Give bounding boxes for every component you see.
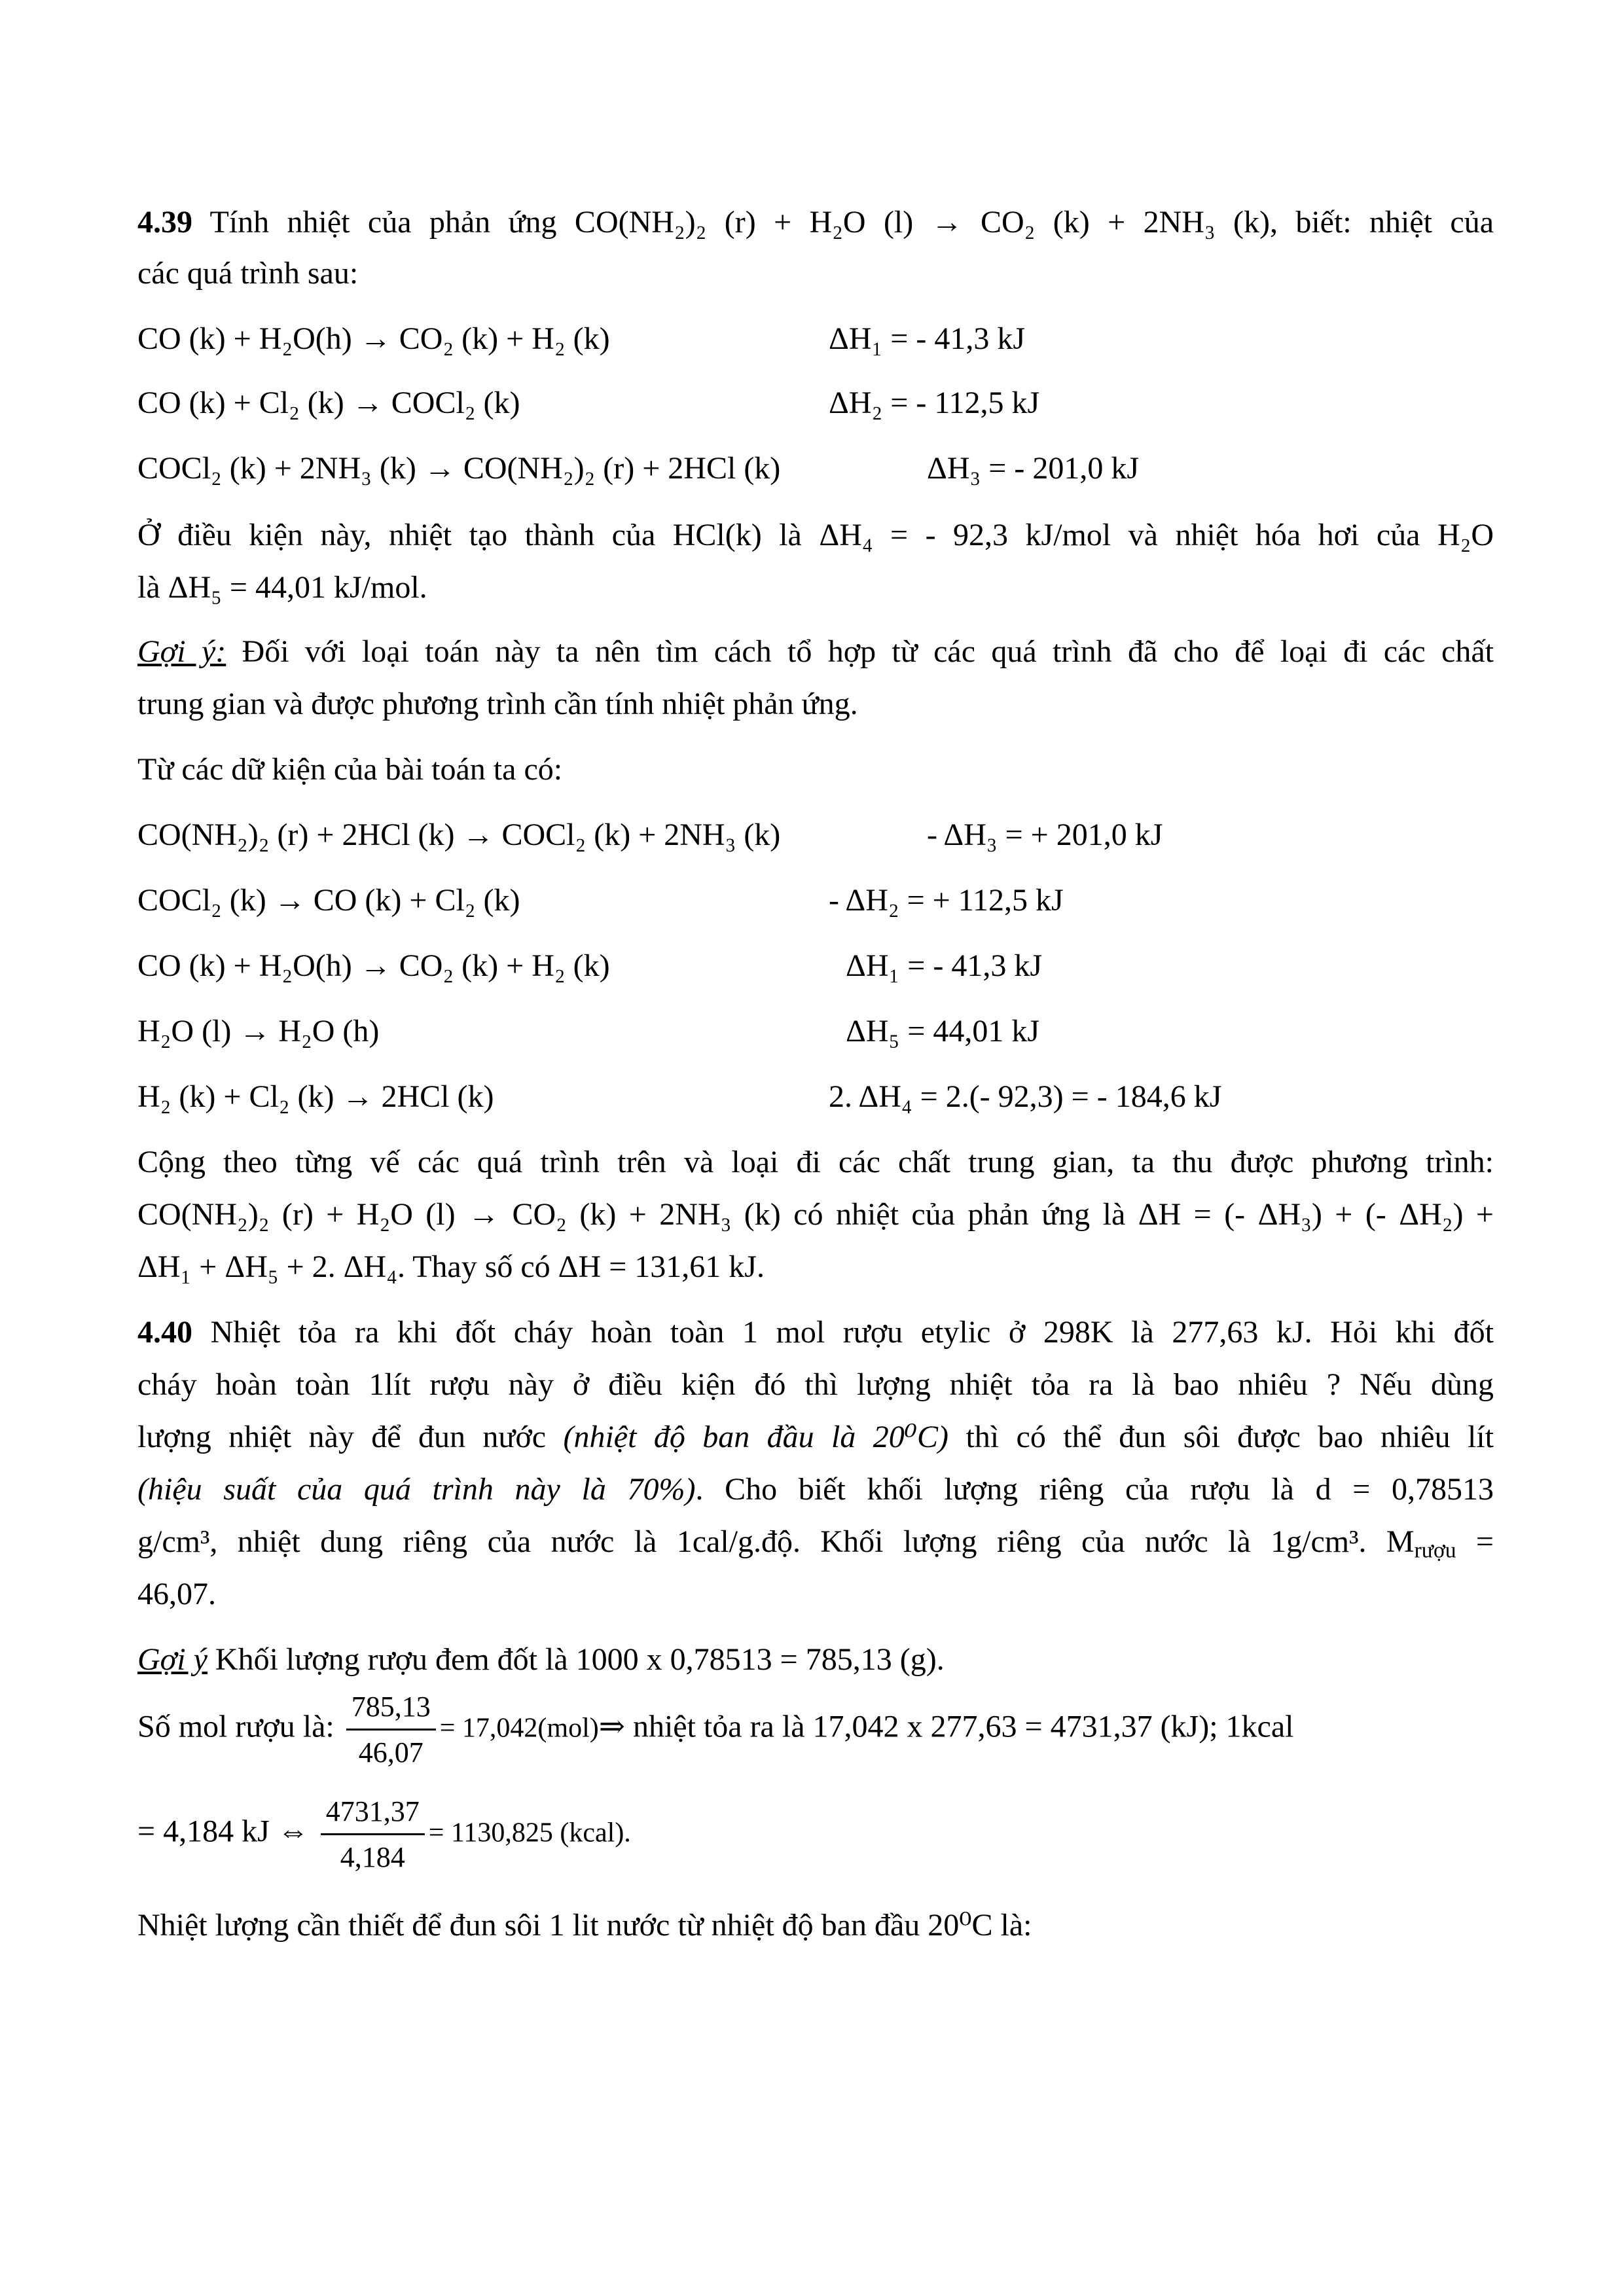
molar-mass-subscript: rượu xyxy=(1414,1538,1456,1563)
problem-440-line2: cháy hoàn toàn 1lít rượu này ở điều kiện đó thì lượng nhiệt tỏa ra là bao nhiêu ? Nếu dùng xyxy=(137,1367,1494,1402)
problem-439-line2: các quá trình sau: xyxy=(137,256,359,291)
hint-439-line2: trung gian và được phương trình cần tính nhiệt phản ứng. xyxy=(137,687,858,721)
problem-440-line5: g/cm³, nhiệt dung riêng của nước là 1cal/g.độ. Khối lượng riêng của nước là 1g/cm³. $M_{rượu}$ = xyxy=(137,1524,1494,1563)
step-dh-3: ΔH₁ = - 41,3 kJ xyxy=(846,948,1042,983)
efficiency-note: (hiệu suất của quá trình này là 70%) xyxy=(137,1472,696,1507)
initial-temp-note: (nhiệt độ ban đầu là 20⁰C) xyxy=(563,1420,949,1454)
mol-calculation: Số mol rượu là: $\frac{785,13}{46,07}$ = 17,042(mol)⇒ nhiệt tỏa ra là 17,042 x 277,63 = 4731,37 (kJ); 1kcal xyxy=(137,1689,1294,1770)
sum-line1: Cộng theo từng vế các quá trình trên và loại đi các chất trung gian, ta thu được phương trình: xyxy=(137,1145,1494,1179)
problem-440-line6: 46,07. xyxy=(137,1577,216,1611)
problem-440-line3: lượng nhiệt này để đun nước (nhiệt độ ban đầu là 20⁰C) thì có thể đun sôi được bao nhiêu lít xyxy=(137,1420,1494,1454)
step-dh-1: - ΔH₃ = + 201,0 kJ xyxy=(927,817,1163,852)
condition-line2: là ΔH₅ = 44,01 kJ/mol. xyxy=(137,570,427,605)
step-dh-4: ΔH₅ = 44,01 kJ xyxy=(846,1014,1040,1049)
hint-label: Gợi ý xyxy=(137,1642,208,1677)
hint-label: Gợi ý: xyxy=(137,634,226,669)
given-dh-2: ΔH₂ = - 112,5 kJ xyxy=(829,386,1040,420)
step-dh-2: - ΔH₂ = + 112,5 kJ xyxy=(829,883,1064,918)
step-eq-4: H₂O (l) → H₂O (h) xyxy=(137,1014,380,1049)
given-eq-1: CO (k) + H₂O(h) → CO₂ (k) + H₂ (k) xyxy=(137,321,610,356)
given-dh-1: ΔH₁ = - 41,3 kJ xyxy=(829,321,1025,356)
hint-439-line3: Từ các dữ kiện của bài toán ta có: xyxy=(137,752,563,787)
given-dh-3: ΔH₃ = - 201,0 kJ xyxy=(927,451,1139,486)
problem-440-line1: 4.40 Nhiệt tỏa ra khi đốt cháy hoàn toàn 1 mol rượu etylic ở 298K là 277,63 kJ. Hỏi khi đốt xyxy=(137,1315,1494,1350)
kcal-conversion: = 4,184 kJ ⇔ $\frac{4731,37}{4,184}$ = 1130,825 (kcal). xyxy=(137,1793,631,1875)
step-eq-5: H₂ (k) + Cl₂ (k) → 2HCl (k) xyxy=(137,1079,494,1114)
step-eq-2: COCl₂ (k) → CO (k) + Cl₂ (k) xyxy=(137,883,520,918)
problem-439-number: 4.39 xyxy=(137,205,192,240)
mol-fraction: $\frac{785,13}{46,07}$ xyxy=(346,1689,436,1770)
problem-440-number: 4.40 xyxy=(137,1315,192,1350)
hint-439-line1: Gợi ý: Đối với loại toán này ta nên tìm cách tổ hợp từ các quá trình đã cho để loại đi các chất xyxy=(137,634,1494,669)
step-eq-3: CO (k) + H₂O(h) → CO₂ (k) + H₂ (k) xyxy=(137,948,610,983)
sum-line2: CO(NH₂)₂ (r) + H₂O (l) → CO₂ (k) + 2NH₃ (k) có nhiệt của phản ứng là ΔH = (- ΔH₃) + (- ΔH₂) + xyxy=(137,1197,1494,1232)
step-eq-1: CO(NH₂)₂ (r) + 2HCl (k) → COCl₂ (k) + 2NH₃ (k) xyxy=(137,817,781,852)
problem-440-line4: (hiệu suất của quá trình này là 70%). Cho biết khối lượng riêng của rượu là d = 0,78513 xyxy=(137,1472,1494,1507)
kcal-fraction: $\frac{4731,37}{4,184}$ xyxy=(321,1793,425,1875)
given-eq-2: CO (k) + Cl₂ (k) → COCl₂ (k) xyxy=(137,386,520,420)
step-dh-5: 2. ΔH₄ = 2.(- 92,3) = - 184,6 kJ xyxy=(829,1079,1222,1114)
sum-line3: ΔH₁ + ΔH₅ + 2. ΔH₄. Thay số có ΔH = 131,61 kJ. xyxy=(137,1249,765,1284)
final-line: Nhiệt lượng cần thiết để đun sôi 1 lit nước từ nhiệt độ ban đầu 20⁰C là: xyxy=(137,1908,1032,1943)
given-eq-3: COCl₂ (k) + 2NH₃ (k) → CO(NH₂)₂ (r) + 2HCl (k) xyxy=(137,451,781,486)
problem-439-line1: 4.39 Tính nhiệt của phản ứng CO(NH₂)₂ (r) + H₂O (l) → CO₂ (k) + 2NH₃ (k), biết: nhiệt của xyxy=(137,205,1494,240)
hint-440-line1: Gợi ý Khối lượng rượu đem đốt là 1000 x 0,78513 = 785,13 (g). xyxy=(137,1642,945,1677)
condition-line1: Ở điều kiện này, nhiệt tạo thành của HCl(k) là ΔH₄ = - 92,3 kJ/mol và nhiệt hóa hơi của H₂O xyxy=(137,518,1494,552)
